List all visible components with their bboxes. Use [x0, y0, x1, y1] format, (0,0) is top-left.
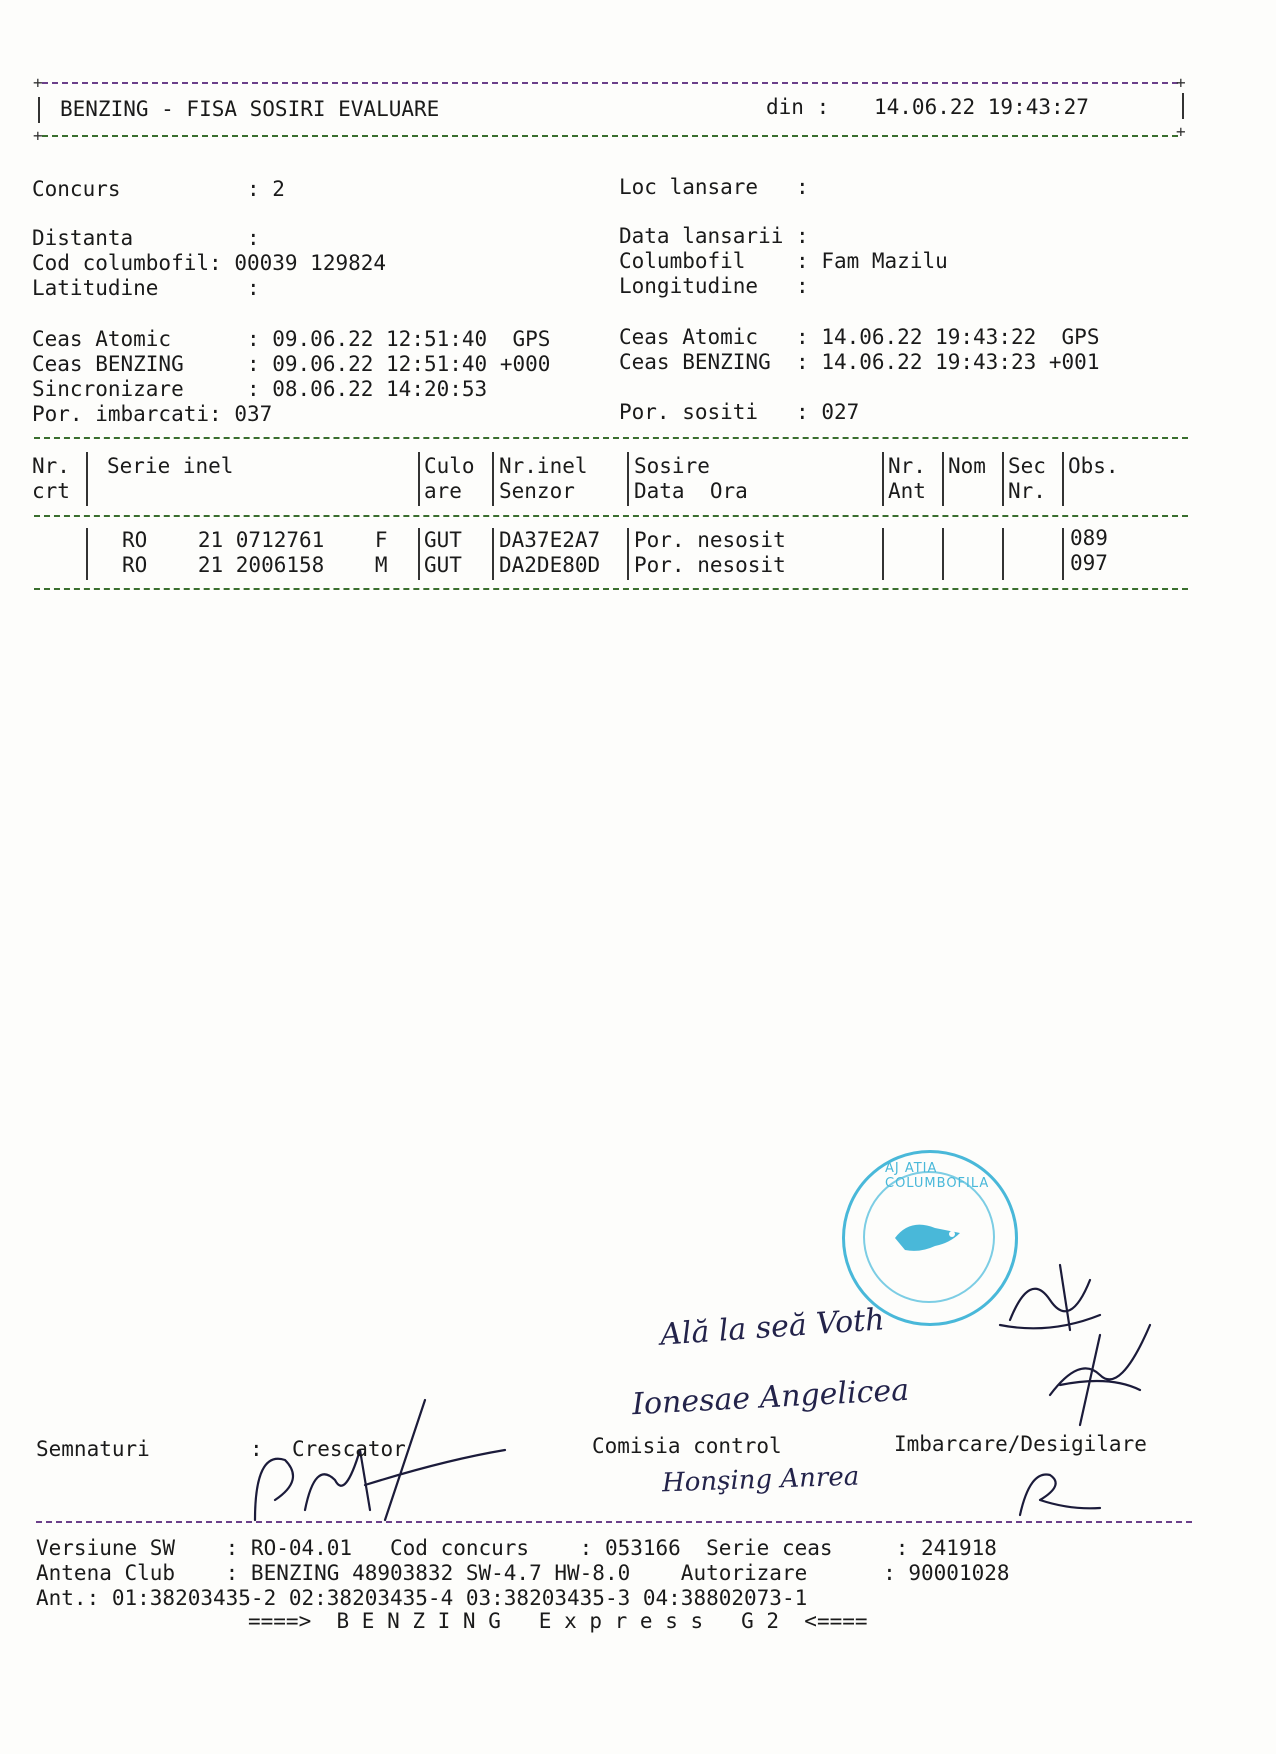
- header-left-bar: [38, 97, 40, 123]
- info-label: Sincronizare: [32, 377, 222, 401]
- info-row: [32, 401, 272, 427]
- col-separator: [882, 452, 884, 506]
- info-row: [619, 399, 859, 425]
- info-sep: :: [246, 377, 273, 401]
- header-obs: Obs.: [1068, 454, 1119, 478]
- sensor-cell: DA37E2A7: [499, 528, 601, 552]
- info-row: [32, 351, 550, 377]
- footer-brand-banner: ====> B E N Z I N G E x p r e s s G 2 <====: [248, 1609, 868, 1633]
- table-header-border: [34, 515, 1188, 517]
- info-sep: :: [796, 249, 822, 273]
- info-sep: :: [796, 175, 822, 199]
- corner-plus: +: [33, 126, 43, 145]
- header-nr-crt: Nr.: [32, 454, 70, 478]
- comisia-label: Comisia control: [592, 1434, 782, 1458]
- info-row: [32, 326, 550, 352]
- info-sep: :: [796, 274, 822, 298]
- info-value: 2: [272, 177, 285, 201]
- info-label: Ceas BENZING: [32, 352, 222, 376]
- table-bottom-border: [34, 588, 1188, 590]
- info-sep: :: [209, 402, 235, 426]
- header-top-border: [42, 82, 1178, 84]
- report-datetime: 14.06.22 19:43:27: [874, 95, 1089, 119]
- sensor-cell: DA2DE80D: [499, 553, 601, 577]
- color-cell: GUT: [424, 528, 462, 552]
- header-culoare: Culo: [424, 454, 475, 478]
- info-label: Ceas Atomic: [619, 325, 797, 349]
- info-label: Data lansarii: [619, 224, 784, 248]
- footer-version-line: Versiune SW : RO-04.01 Cod concurs : 053166 Serie ceas : 241918: [36, 1536, 997, 1560]
- info-label: Por. sositi: [619, 400, 797, 424]
- info-row: [619, 174, 821, 200]
- signature-scribble: [1010, 1460, 1110, 1520]
- handwritten-name: Ală la seă Voth: [659, 1302, 886, 1353]
- info-label: Distanta: [32, 226, 222, 250]
- col-separator: [1062, 528, 1064, 580]
- info-row: [619, 273, 821, 299]
- info-sep: :: [246, 327, 273, 351]
- info-sep: :: [796, 350, 822, 374]
- info-sep: :: [246, 352, 273, 376]
- obs-cell: 097: [1070, 551, 1108, 575]
- ring-series: RO 21 2006158 M: [122, 553, 388, 577]
- signature-scribble: [1040, 1315, 1160, 1435]
- info-row: [619, 223, 809, 249]
- arrival-cell: Por. nesosit: [634, 553, 786, 577]
- info-sep: :: [246, 177, 273, 201]
- obs-cell: 089: [1070, 526, 1108, 550]
- header-nr-ant: Ant: [888, 479, 926, 503]
- info-sep: :: [246, 276, 260, 300]
- info-sep: :: [246, 226, 260, 250]
- info-value: 14.06.22 19:43:23 +001: [821, 350, 1100, 374]
- col-separator: [627, 452, 629, 506]
- info-value: 00039 129824: [234, 251, 387, 275]
- info-value: 09.06.22 12:51:40 +000: [272, 352, 551, 376]
- header-nr-ant: Nr.: [888, 454, 926, 478]
- info-row: [32, 225, 260, 251]
- header-culoare: are: [424, 479, 462, 503]
- header-sosire: Sosire: [634, 454, 710, 478]
- col-separator: [418, 528, 420, 580]
- header-serie-inel: Serie inel: [107, 454, 234, 478]
- imbarcare-label: Imbarcare/Desigilare: [894, 1432, 1147, 1456]
- info-value: 037: [234, 402, 273, 426]
- crescator-label: Crescator: [292, 1437, 406, 1461]
- info-label: Por. imbarcati: [32, 402, 210, 426]
- info-label: Cod columbofil: [32, 251, 210, 275]
- corner-plus: +: [1176, 122, 1186, 141]
- header-sec-nr: Sec: [1008, 454, 1046, 478]
- col-separator: [492, 452, 494, 506]
- corner-plus: +: [1176, 73, 1186, 92]
- stamp-text: AJ ATIA COLUMBOFILA: [885, 1161, 990, 1191]
- info-row: [32, 250, 386, 276]
- footer-antenna-line: Antena Club : BENZING 48903832 SW-4.7 HW-8.0 Autorizare : 90001028: [36, 1561, 1010, 1585]
- info-row: [32, 275, 260, 301]
- header-nr-inel: Nr.inel: [499, 454, 588, 478]
- col-separator: [86, 528, 88, 580]
- info-value: 14.06.22 19:43:22 GPS: [821, 325, 1100, 349]
- corner-plus: +: [33, 73, 43, 92]
- info-sep: :: [796, 400, 822, 424]
- pigeon-icon: [890, 1208, 970, 1268]
- info-row: [32, 176, 285, 202]
- info-value: 027: [821, 400, 860, 424]
- info-value: 09.06.22 12:51:40 GPS: [272, 327, 551, 351]
- info-sep: :: [783, 224, 809, 248]
- col-separator: [1062, 452, 1064, 506]
- header-nom: Nom: [948, 454, 986, 478]
- color-cell: GUT: [424, 553, 462, 577]
- col-separator: [492, 528, 494, 580]
- table-top-border: [34, 437, 1188, 439]
- col-separator: [882, 528, 884, 580]
- info-value: 08.06.22 14:20:53: [272, 377, 488, 401]
- info-label: Longitudine: [619, 274, 797, 298]
- info-label: Latitudine: [32, 276, 222, 300]
- signatures-sep: :: [250, 1437, 263, 1461]
- info-label: Concurs: [32, 177, 222, 201]
- col-separator: [942, 528, 944, 580]
- col-separator: [1002, 528, 1004, 580]
- date-label: din :: [766, 95, 830, 119]
- info-label: Columbofil: [619, 249, 797, 273]
- footer-divider: [36, 1521, 1192, 1523]
- header-right-bar: [1182, 93, 1184, 119]
- col-separator: [627, 528, 629, 580]
- info-row: [619, 349, 1099, 375]
- header-nr-crt: crt: [32, 479, 70, 503]
- info-row: [619, 324, 1099, 350]
- header-sosire: Data Ora: [634, 479, 748, 503]
- info-sep: :: [796, 325, 822, 349]
- document-title: BENZING - FISA SOSIRI EVALUARE: [60, 97, 440, 121]
- handwritten-name: Honşing Anrea: [661, 1461, 860, 1499]
- col-separator: [86, 452, 88, 506]
- signatures-label: Semnaturi: [36, 1437, 150, 1461]
- footer-ant-line: Ant.: 01:38203435-2 02:38203435-4 03:38203435-3 04:38802073-1: [36, 1586, 808, 1610]
- arrival-cell: Por. nesosit: [634, 528, 786, 552]
- info-label: Ceas BENZING: [619, 350, 797, 374]
- info-label: Ceas Atomic: [32, 327, 222, 351]
- header-bottom-border: [42, 135, 1178, 137]
- header-sec-nr: Nr.: [1008, 479, 1046, 503]
- col-separator: [418, 452, 420, 506]
- info-value: Fam Mazilu: [821, 249, 948, 273]
- info-row: [619, 248, 948, 274]
- info-row: [32, 376, 487, 402]
- info-sep: :: [209, 251, 235, 275]
- col-separator: [942, 452, 944, 506]
- handwritten-name: Ionesae Angelicea: [631, 1372, 910, 1423]
- info-label: Loc lansare: [619, 175, 797, 199]
- col-separator: [1002, 452, 1004, 506]
- header-nr-inel: Senzor: [499, 479, 575, 503]
- ring-series: RO 21 0712761 F: [122, 528, 388, 552]
